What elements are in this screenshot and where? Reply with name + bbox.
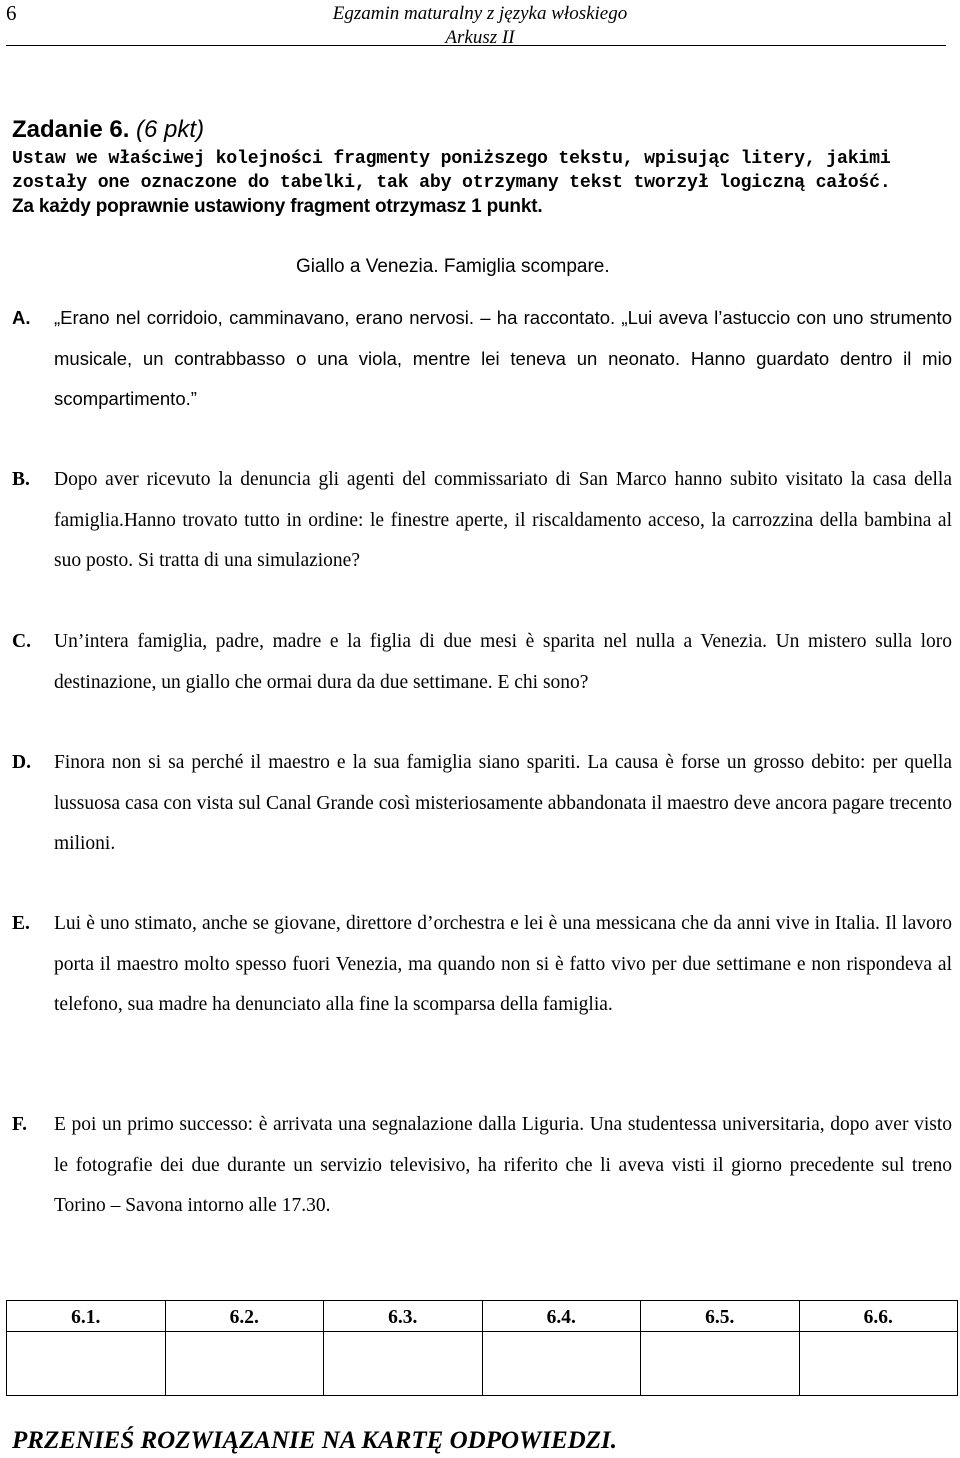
fragment-letter: E. <box>12 913 30 934</box>
fragment-text: Finora non si sa perché il maestro e la sua famiglia siano spariti. La causa è forse un grosso debito: per quella lussuosa casa con vista sul Canal Grande così misteriosamente abbandonata il maestro deve ancora pagare trecento milioni. <box>54 752 952 854</box>
fragment-e <box>12 904 952 1026</box>
task-instructions <box>12 147 952 219</box>
answer-table-header-row <box>7 1301 958 1332</box>
fragment-text: Un’intera famiglia, padre, madre e la figlia di due mesi è sparita nel nulla a Venezia. Un mistero sulla loro destinazione, un giallo che ormai dura da due settimane. E chi sono? <box>54 631 952 693</box>
fragment-text: E poi un primo successo: è arrivata una segnalazione dalla Liguria. Una studentessa universitaria, dopo aver visto le fotografie dei due durante un servizio televisivo, ha riferito che li aveva visti il giorno precedente sul treno Torino – Savona intorno alle 17.30. <box>54 1114 952 1216</box>
task-title <box>12 116 204 144</box>
footer-note: PRZENIEŚ ROZWIĄZANIE NA KARTĘ ODPOWIEDZI. <box>12 1427 617 1454</box>
fragment-text: Dopo aver ricevuto la denuncia gli agenti del commissariato di San Marco hanno subito visitato la casa della famiglia.Hanno trovato tutto in ordine: le finestre aperte, il riscaldamento acceso, la carrozzina della bambina al suo posto. Si tratta di una simulazione? <box>54 469 952 571</box>
fragment-b <box>12 460 952 582</box>
answer-table <box>6 1300 958 1396</box>
task-points: (6 pkt) <box>136 116 205 143</box>
answer-cell[interactable] <box>7 1332 166 1396</box>
task-number: Zadanie 6. <box>12 116 130 143</box>
instructions-line-1: Ustaw we właściwej kolejności fragmenty poniższego tekstu, wpisując litery, jakimi <box>12 149 891 169</box>
instructions-line-3: Za każdy poprawnie ustawiony fragment otrzymasz 1 punkt. <box>12 196 543 217</box>
header-subtitle: Arkusz II <box>445 27 515 48</box>
fragment-letter: D. <box>12 752 31 773</box>
answer-header-cell: 6.3. <box>324 1301 483 1332</box>
fragment-d <box>12 743 952 865</box>
fragment-letter: C. <box>12 631 31 652</box>
answer-header-cell: 6.2. <box>165 1301 324 1332</box>
answer-cell[interactable] <box>165 1332 324 1396</box>
fragment-f <box>12 1105 952 1227</box>
answer-cell[interactable] <box>799 1332 958 1396</box>
fragment-letter: A. <box>12 307 31 328</box>
answer-table-answer-row <box>7 1332 958 1396</box>
page-number: 6 <box>6 1 17 25</box>
header-divider <box>6 45 946 46</box>
header-title: Egzamin maturalny z języka włoskiego <box>332 3 628 24</box>
answer-header-cell: 6.6. <box>799 1301 958 1332</box>
answer-cell[interactable] <box>641 1332 800 1396</box>
answer-cell[interactable] <box>324 1332 483 1396</box>
answer-cell[interactable] <box>482 1332 641 1396</box>
fragment-a <box>12 298 952 420</box>
fragment-text: „Erano nel corridoio, camminavano, erano nervosi. – ha raccontato. „Lui aveva l’astuccio con uno strumento musicale, un contrabbasso o una viola, mentre lei teneva un neonato. Hanno guardato dentro il mio scompartimento.” <box>54 307 952 409</box>
answer-header-cell: 6.4. <box>482 1301 641 1332</box>
answer-header-cell: 6.5. <box>641 1301 800 1332</box>
fragment-c <box>12 622 952 703</box>
answer-header-cell: 6.1. <box>7 1301 166 1332</box>
fragment-letter: B. <box>12 469 30 490</box>
fragment-letter: F. <box>12 1114 27 1135</box>
text-title: Giallo a Venezia. Famiglia scompare. <box>296 256 610 277</box>
fragment-text: Lui è uno stimato, anche se giovane, direttore d’orchestra e lei è una messicana che da anni vive in Italia. Il lavoro porta il maestro molto spesso fuori Venezia, ma quando non si è fatto vivo per due settimane e non rispondeva al telefono, sua madre ha denunciato alla fine la scomparsa della famiglia. <box>54 913 952 1015</box>
instructions-line-2: zostały one oznaczone do tabelki, tak aby otrzymany tekst tworzył logiczną całość. <box>12 173 891 193</box>
